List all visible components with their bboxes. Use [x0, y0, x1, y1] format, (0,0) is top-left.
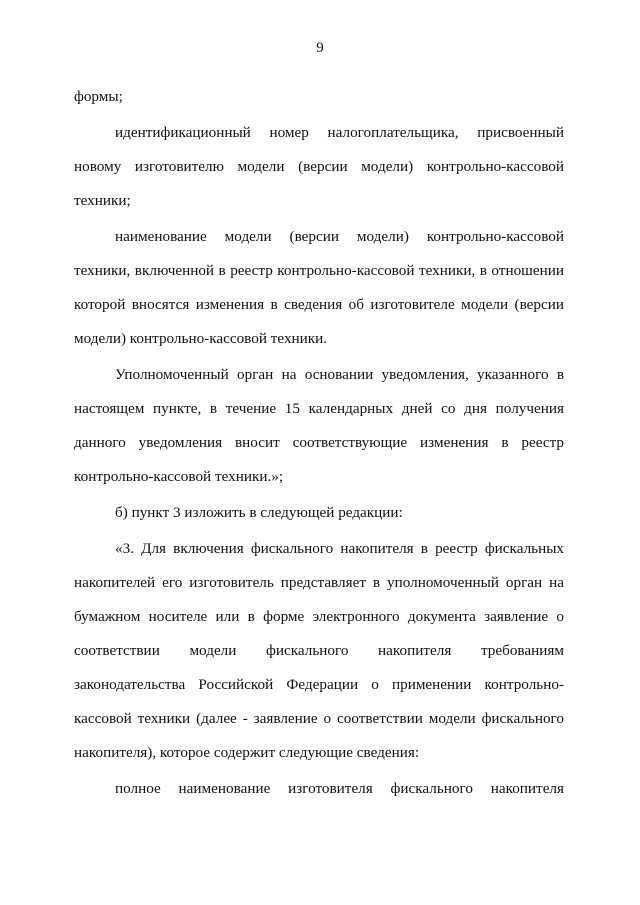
paragraph-authorized-body: Уполномоченный орган на основании уведомления, указанного в настоящем пункте, в течение 15 календарных дней со дня получения данного уведомления вносит соответствующие изменения в реестр контрольно-кассовой техники.»; [74, 366, 564, 485]
paragraph-taxpayer-id: идентификационный номер налогоплательщика, присвоенный новому изготовителю модели (версии модели) контрольно-кассовой техники; [74, 124, 564, 209]
document-body [74, 80, 564, 806]
page-number: 9 [316, 40, 324, 56]
paragraph-full-name-manufacturer: полное наименование изготовителя фискального накопителя [115, 780, 564, 797]
paragraph-forms-continuation: формы; [74, 88, 123, 105]
paragraph-item-b: б) пункт 3 изложить в следующей редакции: [115, 504, 403, 521]
paragraph-model-name: наименование модели (версии модели) контрольно-кассовой техники, включенной в реестр контрольно-кассовой техники, в отношении которой вносятся изменения в сведения об изготовителе модели (версии модели) контрольно-кассовой техники. [74, 228, 564, 347]
paragraph-fiscal-drive-registration: «3. Для включения фискального накопителя в реестр фискальных накопителей его изготовитель представляет в уполномоченный орган на бумажном носителе или в форме электронного документа заявление о соответствии модели фискального накопителя требованиям законодательства Российской Федерации о применении контрольно-кассовой техники (далее - заявление о соответствии модели фискального накопителя), которое содержит следующие сведения: [74, 540, 564, 761]
